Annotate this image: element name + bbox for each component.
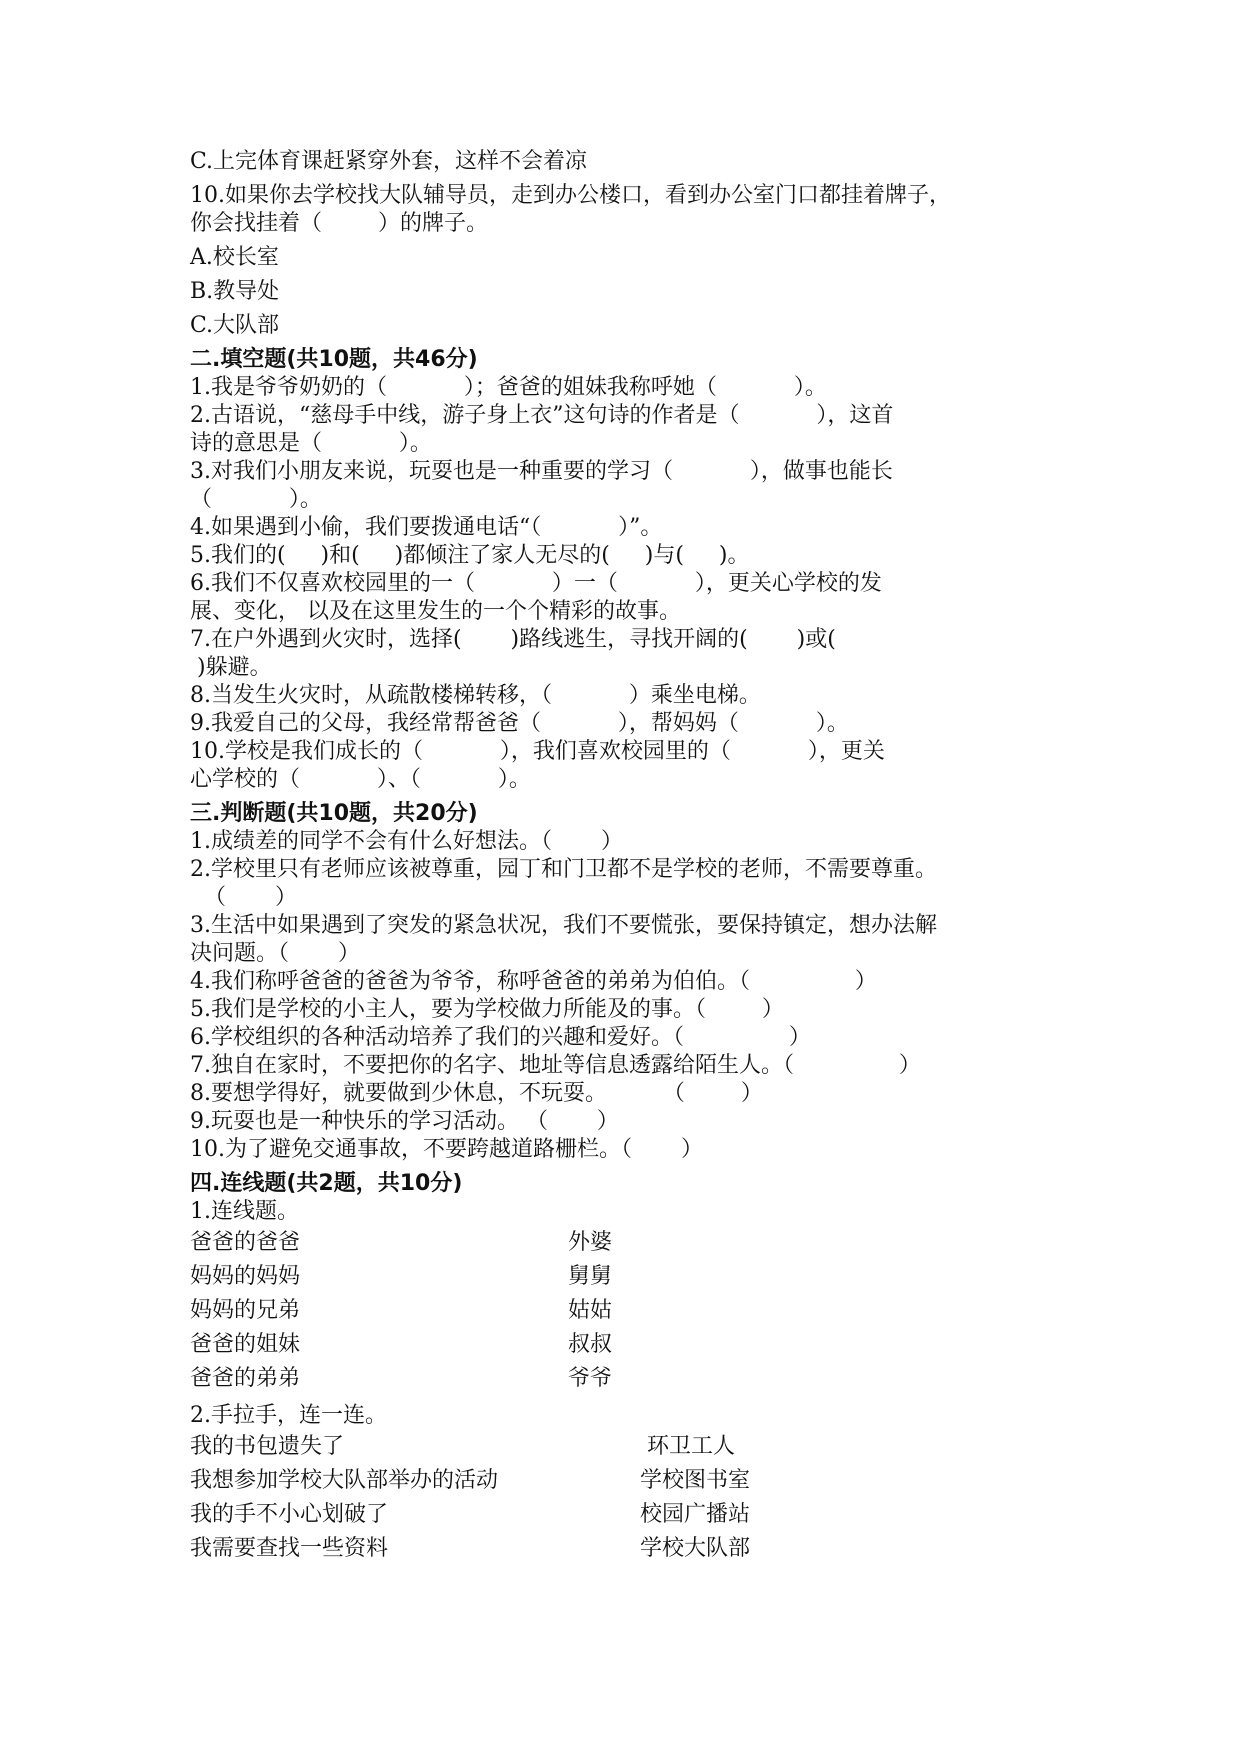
fill-line: 3.对我们小朋友来说，玩耍也是一种重要的学习（ ），做事也能长 (190, 459, 893, 484)
judge-line: 5.我们是学校的小主人，要为学校做力所能及的事。（ ） (190, 997, 784, 1022)
match-row (190, 1260, 1060, 1294)
section-heading-match: 四.连线题(共2题，共10分) (190, 1171, 463, 1196)
match-row (190, 1532, 1060, 1566)
judge-line: 1.成绩差的同学不会有什么好想法。（ ） (190, 829, 623, 854)
match-left-item: 爸爸的爸爸 (190, 1230, 301, 1255)
match-right-item: 叔叔 (568, 1332, 613, 1357)
fill-line: 心学校的（ ）、（ ）。 (190, 767, 531, 792)
fill-line: 1.我是爷爷奶奶的（ ）；爸爸的姐妹我称呼她（ ）。 (190, 375, 827, 400)
match-right-item: 学校图书室 (640, 1468, 751, 1493)
match-row (190, 1430, 1060, 1464)
match-right-item: 舅舅 (568, 1264, 613, 1289)
match-q2-title: 2.手拉手，连一连。 (190, 1403, 387, 1428)
match-right-item: 校园广播站 (640, 1502, 751, 1527)
match-right-item: 外婆 (568, 1230, 613, 1255)
match-q1-title: 1.连线题。 (190, 1199, 299, 1224)
judge-line: （ ） (190, 885, 297, 910)
q10-text-line1: 10.如果你去学校找大队辅导员，走到办公楼口，看到办公室门口都挂着牌子， (190, 183, 951, 208)
match-left-item: 爸爸的姐妹 (190, 1332, 301, 1357)
fill-line: 5.我们的( )和( )都倾注了家人无尽的( )与( )。 (190, 543, 750, 568)
fill-line: 4.如果遇到小偷，我们要拨通电话“（ ）”。 (190, 515, 663, 540)
fill-line: 展、变化， 以及在这里发生的一个个精彩的故事。 (190, 599, 681, 624)
fill-line: )躲避。 (190, 655, 272, 680)
q9-option-c: C.上完体育课赶紧穿外套，这样不会着凉 (190, 149, 588, 174)
match-row (190, 1498, 1060, 1532)
q10-option-b: B.教导处 (190, 279, 280, 304)
fill-line: 8.当发生火灾时，从疏散楼梯转移，（ ）乘坐电梯。 (190, 683, 761, 708)
judge-line: 2.学校里只有老师应该被尊重，园丁和门卫都不是学校的老师，不需要尊重。 (190, 857, 937, 882)
match-row (190, 1294, 1060, 1328)
judge-line: 8.要想学得好，就要做到少休息，不玩耍。 （ ） (190, 1081, 763, 1106)
match-left-item: 爸爸的弟弟 (190, 1366, 301, 1391)
judge-line: 4.我们称呼爸爸的爸爸为爷爷，称呼爸爸的弟弟为伯伯。（ ） (190, 969, 877, 994)
match-left-item: 我需要查找一些资料 (190, 1536, 389, 1561)
match-row (190, 1464, 1060, 1498)
match-right-item: 环卫工人 (640, 1434, 735, 1459)
match-left-item: 我的书包遗失了 (190, 1434, 345, 1459)
fill-line: 6.我们不仅喜欢校园里的一（ ）一（ ），更关心学校的发 (190, 571, 882, 596)
page-content (190, 148, 1060, 1566)
q10-text-line2: 你会找挂着（ ）的牌子。 (190, 211, 488, 236)
match-left-item: 我的手不小心划破了 (190, 1502, 389, 1527)
fill-line: 诗的意思是（ ）。 (190, 431, 432, 456)
judge-line: 6.学校组织的各种活动培养了我们的兴趣和爱好。（ ） (190, 1025, 811, 1050)
section-heading-judge: 三.判断题(共10题，共20分) (190, 801, 478, 826)
match-right-item: 爷爷 (568, 1366, 613, 1391)
match-row (190, 1226, 1060, 1260)
q10-option-a: A.校长室 (190, 245, 279, 270)
judge-line: 9.玩耍也是一种快乐的学习活动。 （ ） (190, 1109, 619, 1134)
judge-line: 3.生活中如果遇到了突发的紧急状况，我们不要慌张，要保持镇定，想办法解 (190, 913, 937, 938)
judge-line: 10.为了避免交通事故，不要跨越道路栅栏。（ ） (190, 1137, 703, 1162)
q10-option-c: C.大队部 (190, 313, 280, 338)
judge-line: 7.独自在家时，不要把你的名字、地址等信息透露给陌生人。（ ） (190, 1053, 921, 1078)
fill-line: 10.学校是我们成长的（ ），我们喜欢校园里的（ ），更关 (190, 739, 885, 764)
match-left-item: 妈妈的兄弟 (190, 1298, 301, 1323)
fill-line: 9.我爱自己的父母，我经常帮爸爸（ ），帮妈妈（ ）。 (190, 711, 849, 736)
fill-line: 2.古语说，“慈母手中线，游子身上衣”这句诗的作者是（ ），这首 (190, 403, 894, 428)
match-right-item: 姑姑 (568, 1298, 613, 1323)
match-row (190, 1362, 1060, 1396)
fill-line: 7.在户外遇到火灾时，选择( )路线逃生，寻找开阔的( )或( (190, 627, 836, 652)
match-left-item: 我想参加学校大队部举办的活动 (190, 1468, 499, 1493)
judge-line: 决问题。（ ） (190, 941, 360, 966)
match-right-item: 学校大队部 (640, 1536, 751, 1561)
section-heading-fill: 二.填空题(共10题，共46分) (190, 347, 478, 372)
match-row (190, 1328, 1060, 1362)
match-left-item: 妈妈的妈妈 (190, 1264, 301, 1289)
fill-line: （ ）。 (190, 487, 322, 512)
